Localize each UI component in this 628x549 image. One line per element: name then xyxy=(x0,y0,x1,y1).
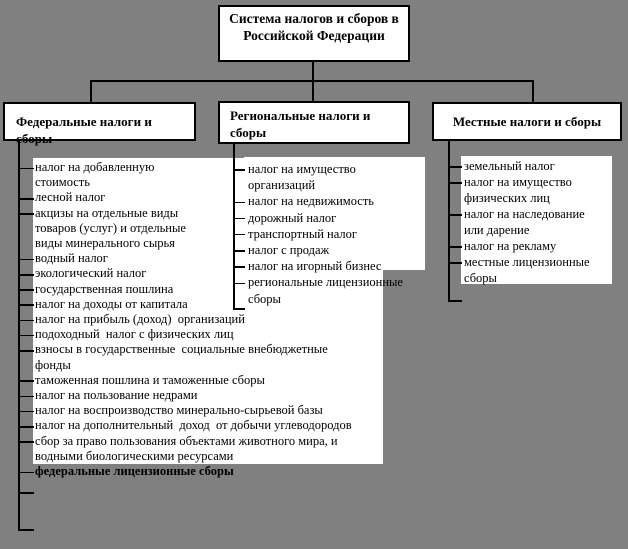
bracket-line-local xyxy=(448,141,450,300)
tax-item-line: государственная пошлина xyxy=(35,281,174,296)
local-tax-list xyxy=(464,158,590,286)
tax-item-line: налог на воспроизводство минерально-сырьевой базы xyxy=(35,403,323,418)
bracket-tick xyxy=(18,441,34,443)
bracket-tick xyxy=(18,335,34,337)
tax-item-line: налог с продаж xyxy=(248,243,330,258)
connector-drop-local xyxy=(532,80,534,103)
tax-item-line: или дарение xyxy=(464,223,530,237)
tax-item-line: акцизы на отдельные виды xyxy=(35,205,179,220)
bracket-tick xyxy=(18,320,34,322)
bracket-tick xyxy=(18,168,34,170)
tax-item-line: взносы в государственные социальные внебюджетные xyxy=(35,342,328,357)
tax-item-line: дорожный налог xyxy=(248,210,337,225)
tax-item-line: водный налог xyxy=(35,251,108,266)
tax-item-line: физических лиц xyxy=(464,191,550,205)
tax-item-line: подоходный налог с физических лиц xyxy=(35,327,234,342)
connector-title-drop xyxy=(312,62,314,82)
regional-header-label: Региональные налоги и сборы xyxy=(230,108,371,140)
bracket-tick xyxy=(18,472,34,474)
tax-item-line: налог на недвижимость xyxy=(248,194,374,209)
tax-item-line: стоимость xyxy=(35,175,90,190)
tax-item-line: местные лицензионные xyxy=(464,255,590,269)
federal-header-label: Федеральные налоги и сборы xyxy=(16,114,152,146)
tax-item-line: водными биологическими ресурсами xyxy=(35,448,234,463)
tax-item-line: региональные лицензионные xyxy=(248,275,403,290)
bracket-tick xyxy=(18,350,34,352)
bracket-tick xyxy=(18,304,34,306)
title-text: Система налогов и сборов в Российской Федерации xyxy=(229,11,399,43)
title-box xyxy=(218,5,410,62)
federal-header-box xyxy=(3,102,196,146)
tax-item-line: налог на наследование xyxy=(464,207,585,221)
local-header-box xyxy=(432,102,622,141)
tax-item-line: налог на прибыль (доход) организаций xyxy=(35,312,245,327)
tax-item-line: сборы xyxy=(248,291,281,306)
bracket-tick xyxy=(448,300,462,302)
tax-item-line: виды минерального сырья xyxy=(35,236,175,251)
bracket-tick xyxy=(18,289,34,291)
bracket-tick xyxy=(448,182,462,184)
regional-header-box xyxy=(218,101,410,144)
tax-item-line: налог на добавленную xyxy=(35,160,155,174)
bracket-tick xyxy=(18,380,34,382)
bracket-tick xyxy=(448,262,462,264)
connector-drop-regional xyxy=(312,80,314,102)
tax-item-line: сборы xyxy=(464,271,497,285)
bracket-tick xyxy=(18,259,34,261)
bracket-tick xyxy=(18,396,34,398)
bracket-tick xyxy=(18,529,34,531)
bracket-tick xyxy=(18,274,34,276)
connector-drop-federal xyxy=(90,80,92,103)
tax-item-line: экологический налог xyxy=(35,266,147,281)
tax-item-line: земельный налог xyxy=(464,159,555,173)
tax-item-line: налог на имущество xyxy=(464,175,572,189)
tax-item-line: налог на рекламу xyxy=(464,239,557,253)
bracket-tick xyxy=(18,426,34,428)
local-header-label: Местные налоги и сборы xyxy=(452,114,602,129)
tax-item-line: фонды xyxy=(35,357,71,372)
bracket-tick xyxy=(18,411,34,413)
bracket-tick xyxy=(448,246,462,248)
regional-tax-list xyxy=(248,161,403,307)
bracket-tick xyxy=(18,213,34,215)
tax-item-line: таможенная пошлина и таможенные сборы xyxy=(35,372,265,387)
bracket-tick xyxy=(18,492,34,494)
tax-item-line: налог на пользование недрами xyxy=(35,388,198,403)
bracket-tick xyxy=(18,198,34,200)
tax-item-line: налог на имущество xyxy=(248,162,356,176)
tax-item-line: налог на игорный бизнес xyxy=(248,259,382,274)
tax-item-line: сбор за право пользования объектами животного мира, и xyxy=(35,433,338,448)
tax-item-line: налог на доходы от капитала xyxy=(35,296,188,311)
tax-item-line: лесной налог xyxy=(35,190,106,205)
tax-item-line: налог на дополнительный доход от добычи углеводородов xyxy=(35,418,352,433)
tax-item-line: товаров (услуг) и отдельные xyxy=(35,220,186,235)
bracket-tick xyxy=(448,166,462,168)
tax-item-line: организаций xyxy=(248,178,316,193)
bracket-tick xyxy=(448,214,462,216)
tax-item-line: федеральные лицензионные сборы xyxy=(35,464,234,479)
tax-item-line: транспортный налог xyxy=(248,226,358,241)
